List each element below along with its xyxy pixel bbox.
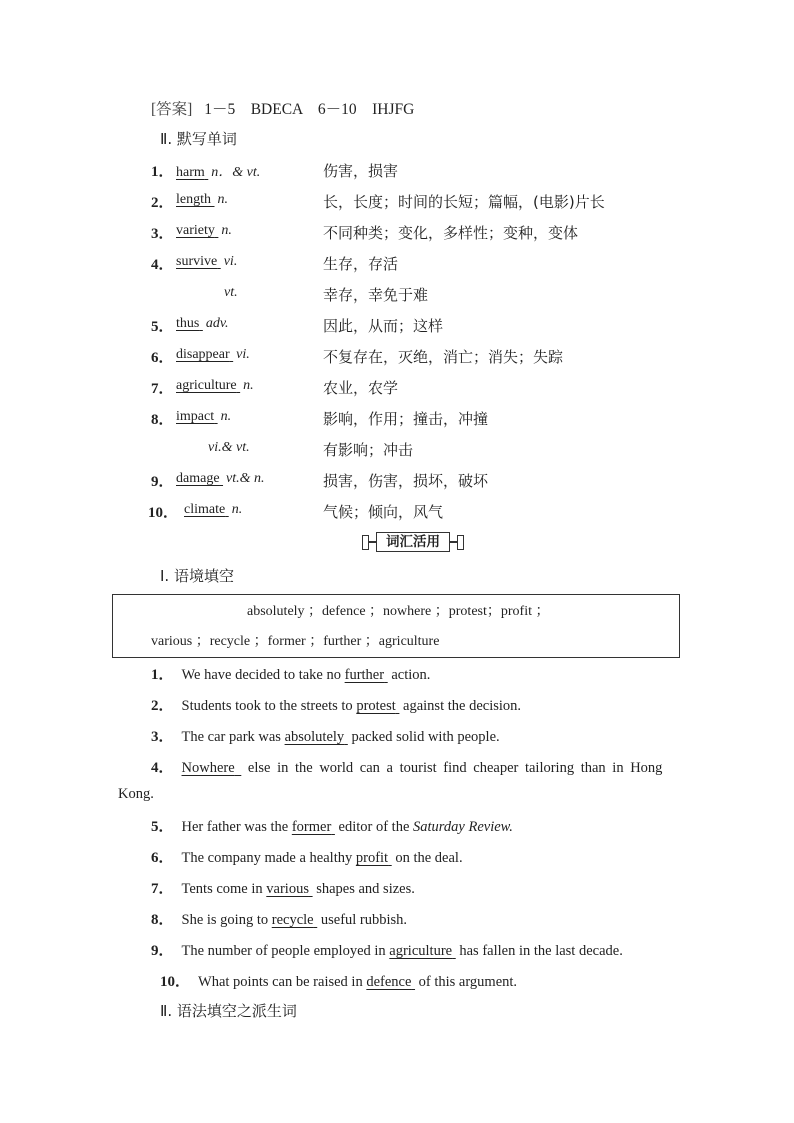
vocab-entry <box>176 223 232 239</box>
word-box <box>112 594 680 658</box>
vocab-pos: vi. <box>223 254 238 269</box>
vocab-word: impact <box>176 409 215 424</box>
vocab-number: 6． <box>151 350 174 366</box>
answer-blank: former <box>291 819 332 835</box>
vocab-meaning: 农业，农学 <box>323 379 399 397</box>
vocab-entry <box>176 378 254 394</box>
sentence-number: 3． <box>151 729 174 745</box>
vocab-pos: n. <box>243 378 254 393</box>
vocab-number: 7． <box>151 381 174 397</box>
vocab-word: variety <box>176 223 215 238</box>
answer-blank: Nowhere <box>181 760 235 776</box>
vocab-pos: vt.& n. <box>226 471 265 486</box>
sentence-text: We have decided to take no <box>181 667 345 683</box>
sentence-row <box>151 694 521 715</box>
vocab-number: 5． <box>151 319 174 335</box>
sentence-row <box>151 908 407 929</box>
sentence-text: Students took to the streets to <box>181 698 357 714</box>
sentence-row <box>151 725 500 746</box>
sentence-text: useful rubbish. <box>317 912 408 928</box>
answer-blank: various <box>266 881 309 897</box>
vocab-word: agriculture <box>176 378 237 393</box>
vocab-word: damage <box>176 471 220 486</box>
sentence-text: The number of people employed in <box>181 943 390 959</box>
sentence-text: has fallen in the last decade. <box>455 943 623 959</box>
part2b-title: Ⅱ. 语法填空之派生词 <box>160 1002 297 1020</box>
vocab-number: 4． <box>151 257 174 273</box>
sentence-text: packed solid with people. <box>347 729 500 745</box>
sentence-number: 5． <box>151 819 174 835</box>
sentence-number: 9． <box>151 943 174 959</box>
vocab-word: harm <box>176 165 205 180</box>
answer-label: [答案] <box>151 101 193 118</box>
sentence-number: 10． <box>160 974 191 990</box>
sentence-italic: Saturday Review. <box>413 819 513 835</box>
vocab-word: thus <box>176 316 200 331</box>
sentence-row <box>118 786 154 803</box>
sentence-row <box>151 846 463 867</box>
sentence-row <box>151 663 430 684</box>
answer-blank: further <box>344 667 385 683</box>
sentence-number: 8． <box>151 912 174 928</box>
part2-title: Ⅱ. 默写单词 <box>160 130 237 148</box>
vocab-entry <box>176 471 265 487</box>
vocab-entry <box>184 502 242 518</box>
vocab-meaning: 有影响；冲击 <box>323 441 414 459</box>
word-box-line2: various ；recycle ；former ；further ；agriculture <box>151 634 440 649</box>
vocab-meaning: 影响，作用；撞击，冲撞 <box>323 410 489 428</box>
word-box-line1: absolutely ；defence ；nowhere ；protest；profit ； <box>247 604 550 619</box>
vocab-entry <box>176 161 260 181</box>
sentence-text: action. <box>387 667 431 683</box>
vocab-meaning: 伤害，损害 <box>323 162 399 180</box>
answer-blank: protest <box>356 698 396 714</box>
sentence-text: Kong. <box>118 786 154 802</box>
vocab-meaning: 不复存在，灭绝，消亡；消失；失踪 <box>323 348 564 366</box>
answer-blank: profit <box>355 850 389 866</box>
sentence-text: on the deal. <box>391 850 463 866</box>
vocab-word: length <box>176 192 211 207</box>
vocab-number: 3． <box>151 226 174 242</box>
sentence-text: of this argument. <box>415 974 518 990</box>
vocab-number: 9． <box>151 474 174 490</box>
vocab-pos: n．& vt. <box>211 165 261 180</box>
sentence-text: The company made a healthy <box>181 850 356 866</box>
section-banner-label: 词汇活用 <box>376 532 450 552</box>
sentence-text: editor of the <box>334 819 414 835</box>
vocab-entry <box>176 192 228 208</box>
sentence-number: 1． <box>151 667 174 683</box>
sentence-row <box>151 939 623 960</box>
vocab-word: climate <box>184 502 226 517</box>
vocab-meaning: 气候；倾向，风气 <box>323 503 444 521</box>
vocab-entry <box>176 254 237 270</box>
vocab-pos: adv. <box>205 316 229 331</box>
vocab-number: 8． <box>151 412 174 428</box>
answer-blank: defence <box>366 974 412 990</box>
vocab-meaning: 生存，存活 <box>323 255 399 273</box>
sentence-number: 2． <box>151 698 174 714</box>
answer-line <box>151 97 414 119</box>
vocab-word: disappear <box>176 347 230 362</box>
vocab-pos: vi.& vt. <box>208 440 250 455</box>
sentence-text: What points can be raised in <box>198 974 367 990</box>
vocab-entry <box>176 409 231 425</box>
sentence-text: She is going to <box>181 912 272 928</box>
vocab-pos: n. <box>221 223 232 238</box>
vocab-pos: n. <box>220 409 232 424</box>
part1-title: Ⅰ. 语境填空 <box>160 567 234 585</box>
sentence-text: else in the world can a tourist find cheaper tailoring than in Hong <box>241 760 663 776</box>
sentence-text: Tents come in <box>181 881 267 897</box>
section-banner <box>362 534 464 550</box>
vocab-number: 1． <box>151 164 174 180</box>
vocab-entry <box>176 347 250 363</box>
answer-blank: absolutely <box>284 729 345 745</box>
vocab-pos: vi. <box>236 347 250 362</box>
vocab-meaning: 不同种类；变化，多样性；变种，变体 <box>323 224 579 242</box>
sentence-text: The car park was <box>181 729 285 745</box>
sentence-row <box>151 877 415 898</box>
vocab-number: 10． <box>148 505 179 521</box>
vocab-pos: n. <box>217 192 228 207</box>
sentence-row <box>160 970 517 991</box>
sentence-row <box>151 815 513 836</box>
vocab-pos: vt. <box>224 285 238 300</box>
vocab-entry <box>176 316 229 332</box>
vocab-pos: n. <box>231 502 243 517</box>
vocab-meaning: 长，长度；时间的长短；篇幅，(电影)片长 <box>323 193 605 211</box>
answer-blank: agriculture <box>389 943 453 959</box>
vocab-meaning: 损害，伤害，损坏，破坏 <box>323 472 489 490</box>
sentence-number: 6． <box>151 850 174 866</box>
sentence-text: shapes and sizes. <box>312 881 415 897</box>
answer-text: 1－5 BDECA 6－10 IHJFG <box>204 101 415 118</box>
vocab-number: 2． <box>151 195 174 211</box>
sentence-number: 7． <box>151 881 174 897</box>
vocab-meaning: 幸存，幸免于难 <box>323 286 429 304</box>
vocab-meaning: 因此，从而；这样 <box>323 317 444 335</box>
sentence-text: against the decision. <box>399 698 522 714</box>
sentence-text: Her father was the <box>181 819 292 835</box>
answer-blank: recycle <box>271 912 314 928</box>
vocab-word: survive <box>176 254 218 269</box>
sentence-number: 4． <box>151 760 174 776</box>
sentence-row <box>151 756 662 777</box>
